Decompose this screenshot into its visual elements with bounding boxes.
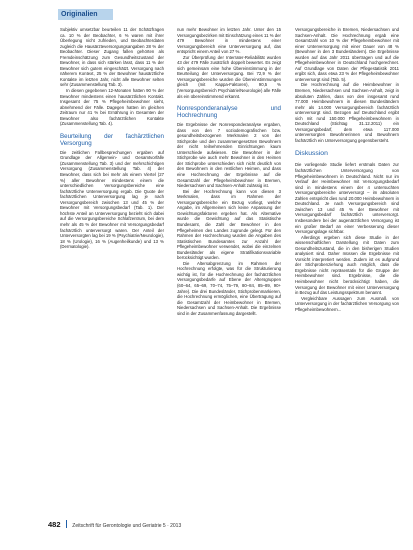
journal-citation: Zeitschrift für Gerontologie und Geriatrie 5 · 2013 <box>72 523 182 529</box>
paragraph: Die Hochrechnung auf die Heimbewohner in Bremen, Niedersachsen und Sachsen-Anhalt, zeigt in absoluten Zahlen, dass von den insgesamt rund 77.000 Heimbewohnern in diesen Bundesländern mehr als 14.000 Versorgungsbereich fachärztlich unterversorgt sind. Bezogen auf Deutschland ergibt sich mit rund 150.000 Pflegeheimbewohnern in Deutschland (Stichtag 31.12.2011) ein Versorgungsbedarf, dem etwa 117.000 unterversorgten Bewohnerinnen und Bewohnern fachärztlich ein Unterversorgung gegenübersteht. <box>295 82 399 143</box>
paragraph: Die vorliegende Studie liefert erstmals Daten zur fachärztlichen Unterversorgung von Pflegeheimbewohnern in Deutschland. Nicht nur im Verlauf der Heimbewohner mit Versorgungsbedarf sind in mindestens einem der 4 untersuchten Versorgungsbereiche unterversorgt – im absoluten Zahlen entspricht dies rund 20.000 Heimbewohnern in Deutschland. Je nach Versorgungsbereich sind zwischen 13 und 45 % der Bewohner mit Versorgungsbedarf fachärztlich unterversorgt. Insbesondere bei der augenärztlichen Versorgung ist ein großer Bedarf an einer Verbesserung dieser Versorgungslage sichtbar. <box>295 162 399 235</box>
paragraph: Die zeitlichen Fallbesprechungen ergaben auf Grundlage der Allgemein- und Gesamtvorfälle (Zusammenstellung Tab. 3) und der mehrschichtigen Versorgung (Zusammenstellung Tab. 4) der Bewohner, dass sich bei mehr als einem Viertel (27 %) aller Bewohner mindestens einem die unterschiedlichen Versorgungsbereiche eine fachärztliche Unterversorgung ergab. Die Quote der fachärztlichen Unterversorgung lag je nach Versorgungsbereich zwischen 13 und 45 % der Bewohner mit Versorgungsbedarf (Tab. 1). Der höchste Anteil an Unterversorgung bezieht sich dabei auf die Versorgungsbereiche Schlafzentrum, bei dem mehr als 45 % der Bewohner mit Versorgungsbedarf fachärztlich unterversorgt waren. Der Anteil der Unterversorgten lag bei 19 % (Psychiatrie/Neurologie), 18 % (Urologie), 16 % (Augenheilkunde) und 13 % (Dermatologie). <box>60 149 164 250</box>
text-column-1 <box>60 27 164 250</box>
footer-divider <box>66 520 67 528</box>
paragraph: Zur Überprüfung der Interrater-Reliabilität wurden 43 der 479 Fälle zusätzlich doppelt bewertet. Es zeigt sich gemeinsam eine hohe Übereinstimmung in der Beurteilung der Unterversorgung. Bei 72,9 % der Versorgungsbereiche wurden die Übereinstimmungen gleich (mit Kappa-Faktoren), 90,5 % (Versorgungsbereich Psychiatrie/Neurologie) alle Fälle als ein übereinstimmend erkannt. <box>177 54 281 99</box>
section-heading: Beurteilung der fachärztlichen Versorgung <box>60 132 164 147</box>
paragraph: Subjektiv umsetzbar beurteilen 11 der Schätzfragen ca. 10 % der Beobachter, 6 % waren mit ihrer Überlegung nicht zufrieden, und Beobachterdaten zugleich die Hausärzteversorgungsangaben 28 % der Beobachter. Dieser Zugang fallen gehörten als Fremdeinschätzung zum Gesundheitszustand der Bewohner, in dass sich stärken lässt, dass 11 % der Bewohner sich gutem eingeschätzt. Versorgung nach näherem Kontext, 25 % der Bewohner hausärztliche Kontakte im letzten Jahr, nicht alle Bewohner selten sehr (Zusammenstellung Tab. 3). <box>60 27 164 88</box>
paragraph: Bei der Hochrechnung kann von diesen 3 Merkmalen, dass im Rahmen der Versorgungsbereiche ein Bezug vorliegt, welche Angabe, im Allgemeinen sich keine Anpassung der Gewichtungsfaktoren ergeben hat. Als Alternative wurde die Gewichtung auf das Statistische Bundesamt, die Zahl der Bewohner in den Pflegeheimen des Landes zugrunde gelegt. Für den Rahmen der Hochrechnung wurden die Angaben des Statistischen Bundesamtes zur Anzahl der Pflegeheimbewohner verwendet, wobei die einzelnen Bundesländer als eigene Stratifikationsvariable berücksichtigt wurden. <box>177 188 281 261</box>
section-heading: Diskussion <box>295 150 328 158</box>
paragraph: nun mehr Bewohner im letzten Jahr. Unter den 15 Versorgungsbezirken mit Einschätzung eines 11 % der 479 Bewohner in mindestens einer Versorgungsbereich eine Unterversorgung auf, das entspricht einem Anteil von 27 %. <box>177 27 281 55</box>
text-column-2 <box>177 27 281 316</box>
page-number: 482 <box>48 520 61 529</box>
paragraph: Vergleichbare Aussagen zum Ausmaß von Unterversorgung in der fachärztlichen Versorgung von Pflegeheimbewohnern... <box>295 295 399 312</box>
text-column-3 <box>295 27 399 312</box>
paragraph: Allerdings ergeben sich diese Studie in der wissenschaftlichen Darstellung mit Daten zum Gesundheitszustand, die in den bisherigen Studien analysiert sind. Daher müssen die Ergebnisse mit Vorsicht interpretiert werden. Zudem ist es aufgrund der Stichprobenziehung auch möglich, dass die Ergebnisse nicht repräsentativ für die Gruppe der Heimbewohner sind. Ergebnisse, die die Heimbewohner nicht berücksichtigt haben, die Versorgung der Bewohner mit einer Unterversorgung in Bezug auf das Leistungsspektrum benannt. <box>295 234 399 296</box>
section-tag: Originalien <box>58 9 113 20</box>
paragraph: Die Altersabgrenzung im Rahmen der Hochrechnung erfolgte, was für die Strukturierung wichtig ist, für die Hochrechnung der fachärztlichen Versorgungsbedarfe auf Ebene der Altersgruppen (60–64, 65–69, 70–74, 75–79, 80–84, 85–89, 90+ Jahre). Die drei Bundesländer, Stichprobenmarkieren, die Hochrechnung ermöglichen, eine Übertragung auf die Gesamtzahl der Heimbewohner in Bremen, Niedersachsen und Sachsen-Anhalt. Die Ergebnisse sind in der Zusammenfassung dargestellt. <box>177 260 281 316</box>
page-footer <box>48 520 348 530</box>
paragraph: Versorgungsbereiche in Bremen, Niedersachsen und Sachsen-Anhalt. Die Hochrechnung ergab eine Gesamtzahl von 10 % der Pflegeheimbewohner mit einer Unterversorgung mit einer Dauer von 48 % (Bewohner in den 3 Bundesländern). Die Ergebnisse wurden auf das Jahr 2011 übertragen und auf die Pflegeheimbewohner in Deutschland hochgerechnet. Auf Grundlage von Daten der Pflegestatistik 2011 ergibt sich, dass etwa 23 % der Pflegeheimbewohner unterversorgt sind (Tab. 5). <box>295 27 399 82</box>
paragraph: In diesen gegebenen 12-Monaten hatten 90 % der Bewohner mindestens einen hausärztlichen Kontakt. Insgesamt der 75 % Pflegeheimbewohner sieht, abnehmend der Fälle. Dagegen hatten im gleichen Zeitraum nur 41 % bei Ernährung in Gesamten der Bewohner also fachärztlichen Kontakte (Zusammenstellung Tab. 4). <box>60 88 164 127</box>
paragraph: Die Ergebnisse der Nonresponderanalyse ergaben, dass von den 7 soziodemografischen bzw. gesundheitsbezogenen Merkmalen 2 von der Stichprobe und den zusammengesetzten Bewohnern der nicht teilnehmenden Einrichtungen kaum Unterschiede aufwiesen. Die Bewohner in der Stichprobe wie auch mehr Bewohner in den Heimen der Stichprobe unterschieden sich nicht deutlich von den Bewohnern in den restlichen Heimen, und dass eine Hochrechnung der Ergebnisse auf die Gesamtzahl der Pflegeheimbewohner in Bremen, Niedersachsen und Sachsen-Anhalt zulässig ist. <box>177 122 281 189</box>
section-heading: Nonresponderanalyse und Hochrechnung <box>177 105 281 120</box>
